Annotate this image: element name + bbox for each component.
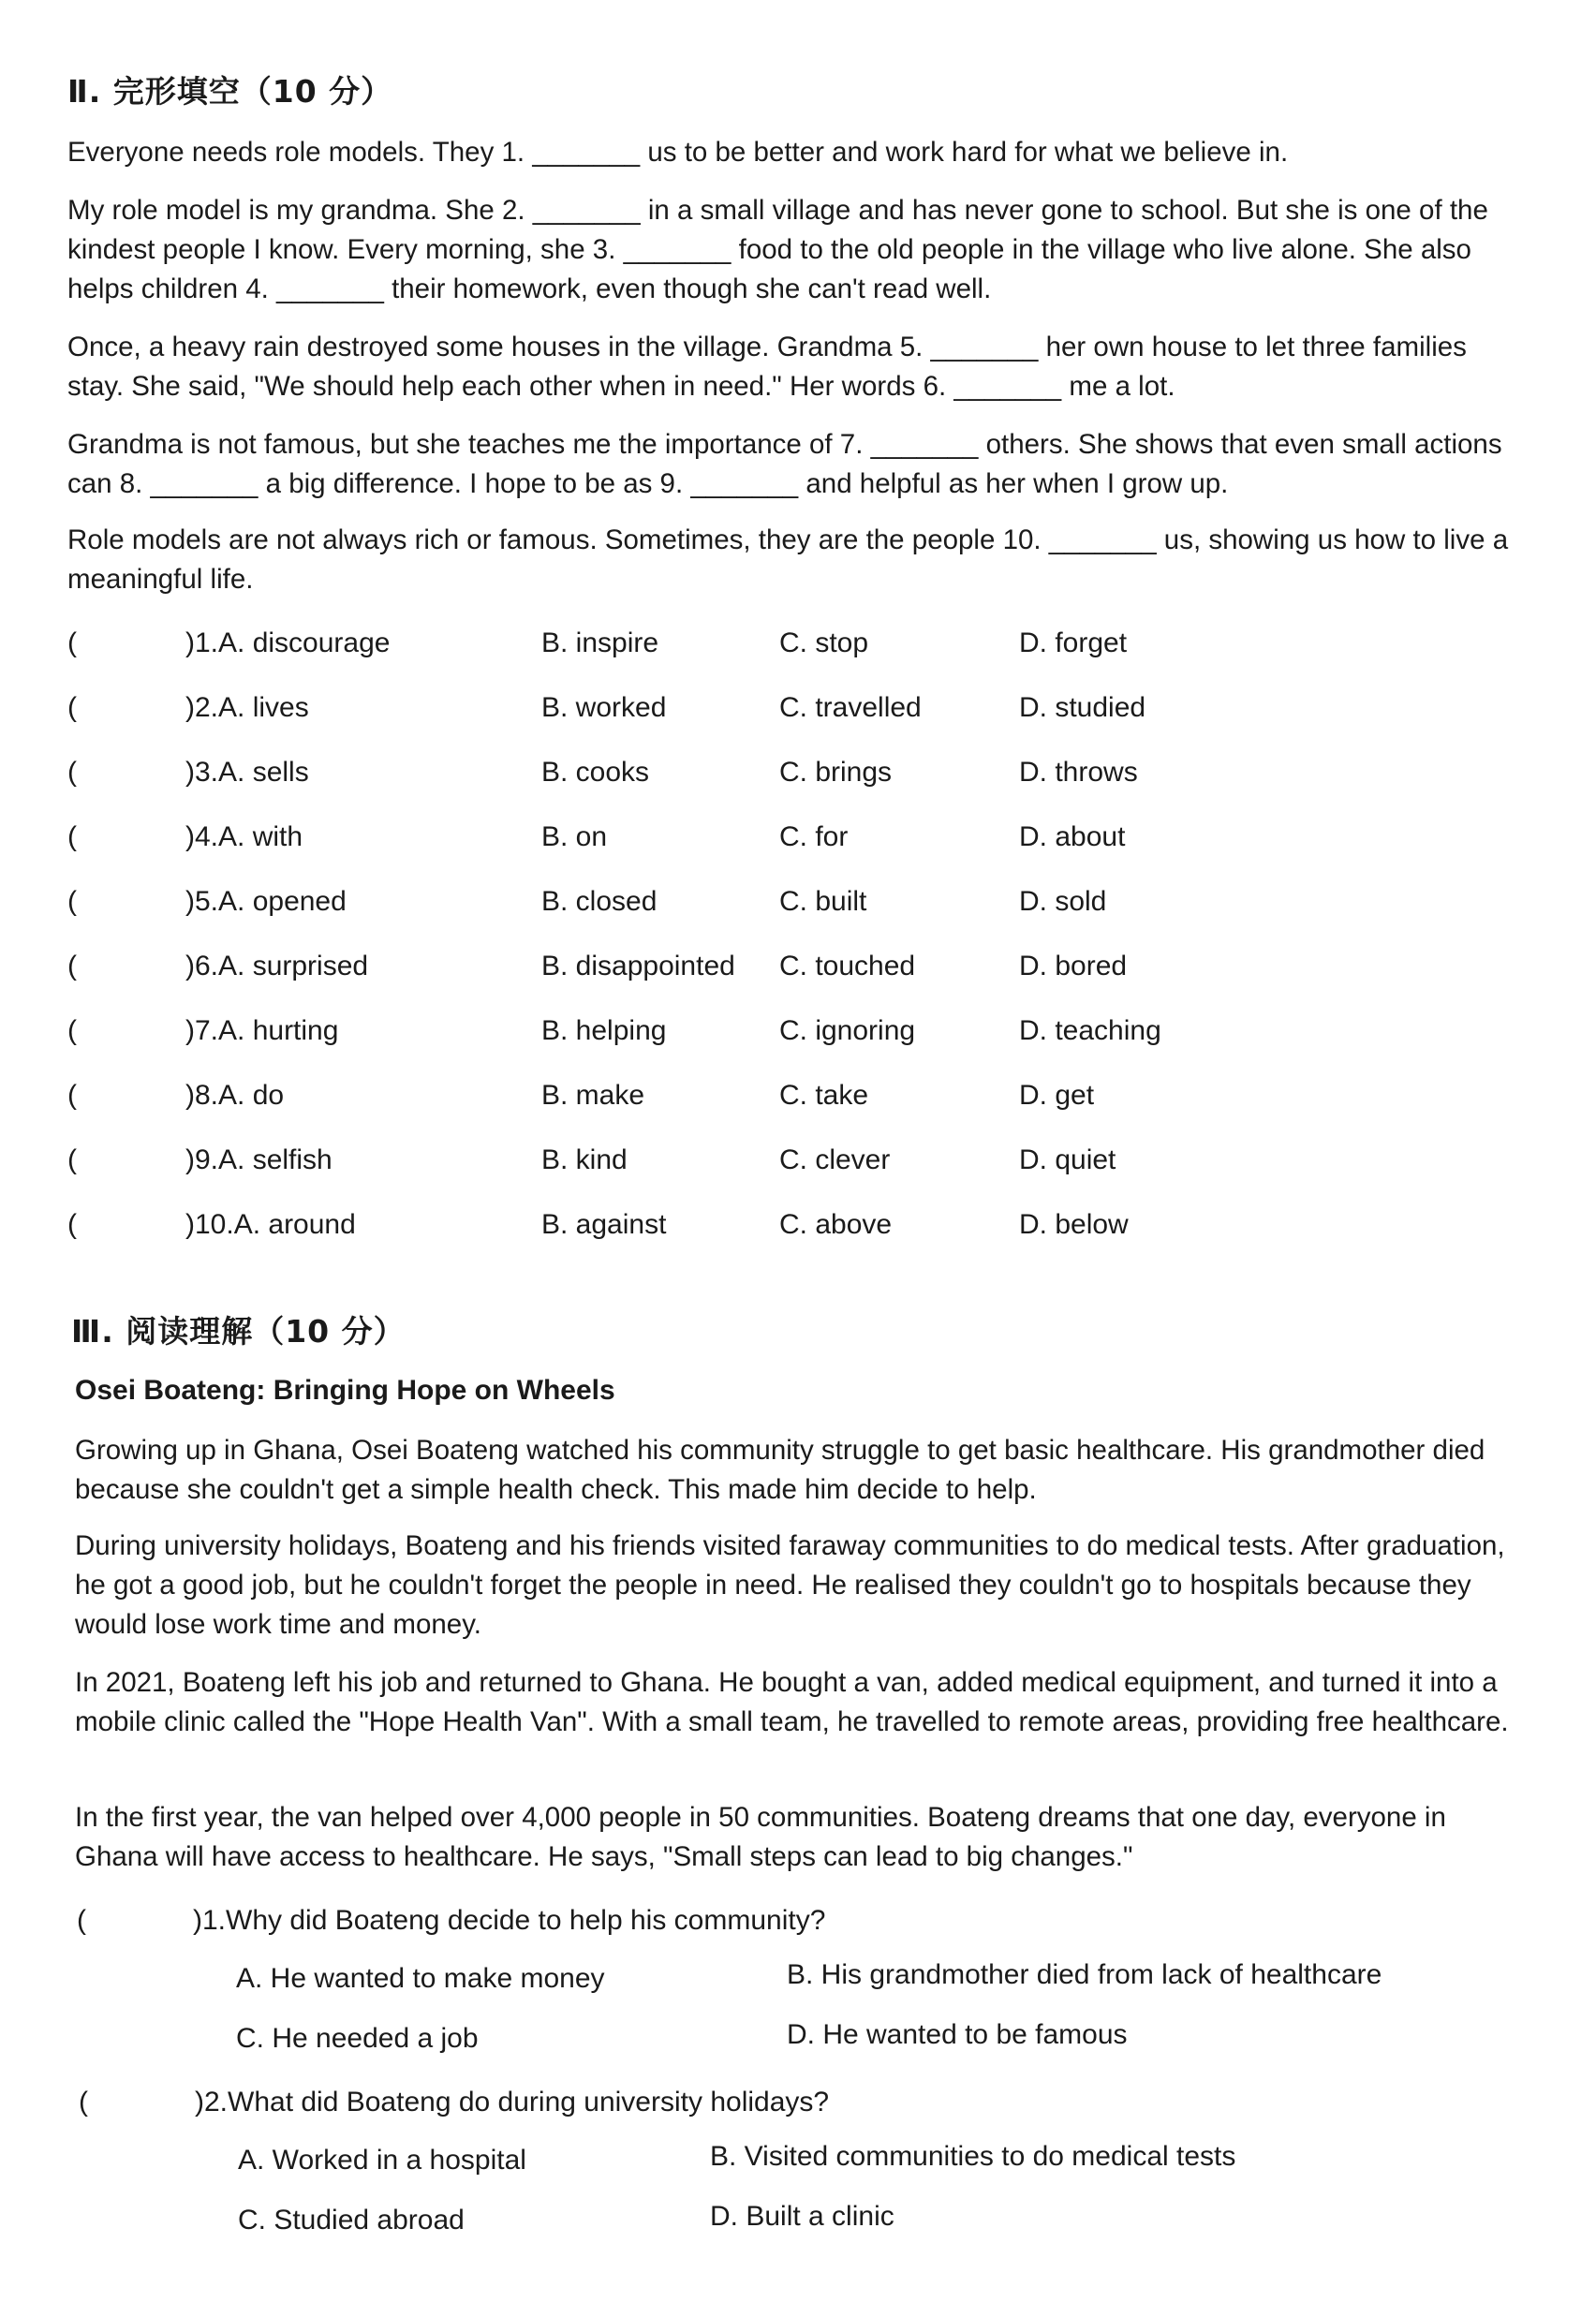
cloze-question-row xyxy=(0,757,1596,794)
option-c: C. Studied abroad xyxy=(238,2205,465,2236)
option-d: D. Built a clinic xyxy=(710,2201,894,2232)
option-a: A. Worked in a hospital xyxy=(238,2145,526,2176)
reading-question xyxy=(0,1905,1596,1942)
option-d: D. studied xyxy=(1019,692,1146,723)
question-number: )6.A. surprised xyxy=(185,951,369,981)
option-d: D. throws xyxy=(1019,757,1138,788)
cloze-question-row xyxy=(0,821,1596,859)
question-number: )5.A. opened xyxy=(185,886,347,917)
option-b: B. helping xyxy=(541,1015,667,1046)
cloze-paragraph: Everyone needs role models. They 1. _______ us to be better and work hard for what we believe in. xyxy=(67,137,1289,168)
answer-paren[interactable]: ( xyxy=(67,886,77,917)
cloze-question-row xyxy=(0,692,1596,730)
option-b: B. on xyxy=(541,821,608,852)
option-a: A. He wanted to make money xyxy=(236,1963,605,1994)
option-b: B. kind xyxy=(541,1144,628,1175)
option-a: A. hurting xyxy=(218,1015,339,1046)
option-c: C. brings xyxy=(779,757,893,788)
option-b: B. make xyxy=(541,1080,645,1111)
cloze-paragraph: Grandma is not famous, but she teaches me the importance of 7. _______ others. She shows that even small actions can 8. _______ a big difference. I hope to be as 9. _______ and helpful as her when I grow up. xyxy=(67,429,1502,499)
answer-paren[interactable]: ( xyxy=(67,1015,77,1046)
option-c: C. He needed a job xyxy=(236,2023,479,2054)
option-b: B. against xyxy=(541,1209,667,1240)
option-a: A. opened xyxy=(218,886,347,917)
option-b: B. worked xyxy=(541,692,667,723)
option-c: C. touched xyxy=(779,951,916,981)
answer-paren[interactable]: ( xyxy=(67,757,77,788)
option-b: B. inspire xyxy=(541,627,659,658)
article-paragraph: Growing up in Ghana, Osei Boateng watched his community struggle to get basic healthcare. His grandmother died because she couldn't get a simple health check. This made him decide to help. xyxy=(75,1435,1485,1505)
article-paragraph: In 2021, Boateng left his job and returned to Ghana. He bought a van, added medical equipment, and turned it into a mobile clinic called the "Hope Health Van". With a small team, he travelled to remote areas, providing free healthcare. xyxy=(75,1667,1509,1737)
cloze-question-row xyxy=(0,1080,1596,1117)
answer-paren[interactable]: ( xyxy=(79,2087,88,2118)
cloze-question-row xyxy=(0,1015,1596,1053)
question-number: )7.A. hurting xyxy=(185,1015,339,1046)
option-c: C. above xyxy=(779,1209,893,1240)
option-a: A. lives xyxy=(218,692,309,723)
option-d: D. about xyxy=(1019,821,1126,852)
question-stem: )2.What did Boateng do during university holidays? xyxy=(195,2087,830,2118)
option-d: D. He wanted to be famous xyxy=(787,2019,1128,2050)
question-number: )10.A. around xyxy=(185,1209,356,1240)
option-a: A. sells xyxy=(218,757,309,788)
article-paragraph: During university holidays, Boateng and his friends visited faraway communities to do medical tests. After graduation, he got a good job, but he couldn't forget the people in need. He realised they couldn't go to hospitals because they would lose work time and money. xyxy=(75,1530,1505,1640)
answer-paren[interactable]: ( xyxy=(67,1209,77,1240)
answer-paren[interactable]: ( xyxy=(67,627,77,658)
option-d: D. quiet xyxy=(1019,1144,1116,1175)
option-a: A. discourage xyxy=(218,627,391,658)
option-c: C. stop xyxy=(779,627,869,658)
option-b: B. disappointed xyxy=(541,951,735,981)
article-title: Osei Boateng: Bringing Hope on Wheels xyxy=(75,1375,615,1406)
option-d: D. teaching xyxy=(1019,1015,1161,1046)
cloze-question-row xyxy=(0,886,1596,923)
cloze-heading: Ⅱ. 完形填空（10 分） xyxy=(67,73,393,110)
reading-question xyxy=(0,2087,1596,2124)
option-d: D. below xyxy=(1019,1209,1129,1240)
article-paragraph: In the first year, the van helped over 4,000 people in 50 communities. Boateng dreams that one day, everyone in Ghana will have access to healthcare. He says, "Small steps can lead to big changes." xyxy=(75,1802,1446,1872)
cloze-paragraph: Role models are not always rich or famous. Sometimes, they are the people 10. _______ us, showing us how to live a meaningful life. xyxy=(67,524,1509,595)
option-b: B. closed xyxy=(541,886,658,917)
answer-paren[interactable]: ( xyxy=(77,1905,86,1936)
cloze-question-row xyxy=(0,1209,1596,1247)
answer-paren[interactable]: ( xyxy=(67,821,77,852)
question-number: )1.A. discourage xyxy=(185,627,391,658)
question-number: )9.A. selfish xyxy=(185,1144,332,1175)
answer-paren[interactable]: ( xyxy=(67,1080,77,1111)
question-number: )8.A. do xyxy=(185,1080,285,1111)
option-c: C. for xyxy=(779,821,849,852)
option-d: D. forget xyxy=(1019,627,1128,658)
option-c: C. built xyxy=(779,886,867,917)
answer-paren[interactable]: ( xyxy=(67,1144,77,1175)
reading-heading: Ⅲ. 阅读理解（10 分） xyxy=(71,1313,406,1350)
option-b: B. Visited communities to do medical tests xyxy=(710,2141,1236,2172)
option-d: D. get xyxy=(1019,1080,1095,1111)
option-d: D. sold xyxy=(1019,886,1107,917)
cloze-paragraph: My role model is my grandma. She 2. _______ in a small village and has never gone to school. But she is one of the kindest people I know. Every morning, she 3. _______ food to the old people in the village who live alone. She also helps children 4. _______ their homework, even though she can't read well. xyxy=(67,195,1488,304)
cloze-question-row xyxy=(0,951,1596,988)
cloze-question-row xyxy=(0,1144,1596,1182)
option-a: A. surprised xyxy=(218,951,369,981)
option-a: A. selfish xyxy=(218,1144,332,1175)
option-b: B. cooks xyxy=(541,757,650,788)
option-d: D. bored xyxy=(1019,951,1128,981)
cloze-question-row xyxy=(0,627,1596,665)
option-c: C. take xyxy=(779,1080,869,1111)
answer-paren[interactable]: ( xyxy=(67,951,77,981)
cloze-paragraph: Once, a heavy rain destroyed some houses in the village. Grandma 5. _______ her own house to let three families stay. She said, "We should help each other when in need." Her words 6. _______ me a lot. xyxy=(67,332,1467,402)
option-a: A. around xyxy=(233,1209,356,1240)
question-number: )4.A. with xyxy=(185,821,303,852)
answer-paren[interactable]: ( xyxy=(67,692,77,723)
question-number: )2.A. lives xyxy=(185,692,309,723)
option-b: B. His grandmother died from lack of healthcare xyxy=(787,1959,1382,1990)
question-number: )3.A. sells xyxy=(185,757,309,788)
option-c: C. clever xyxy=(779,1144,891,1175)
question-stem: )1.Why did Boateng decide to help his community? xyxy=(193,1905,826,1936)
option-c: C. ignoring xyxy=(779,1015,916,1046)
option-c: C. travelled xyxy=(779,692,922,723)
option-a: A. do xyxy=(218,1080,285,1111)
option-a: A. with xyxy=(218,821,303,852)
